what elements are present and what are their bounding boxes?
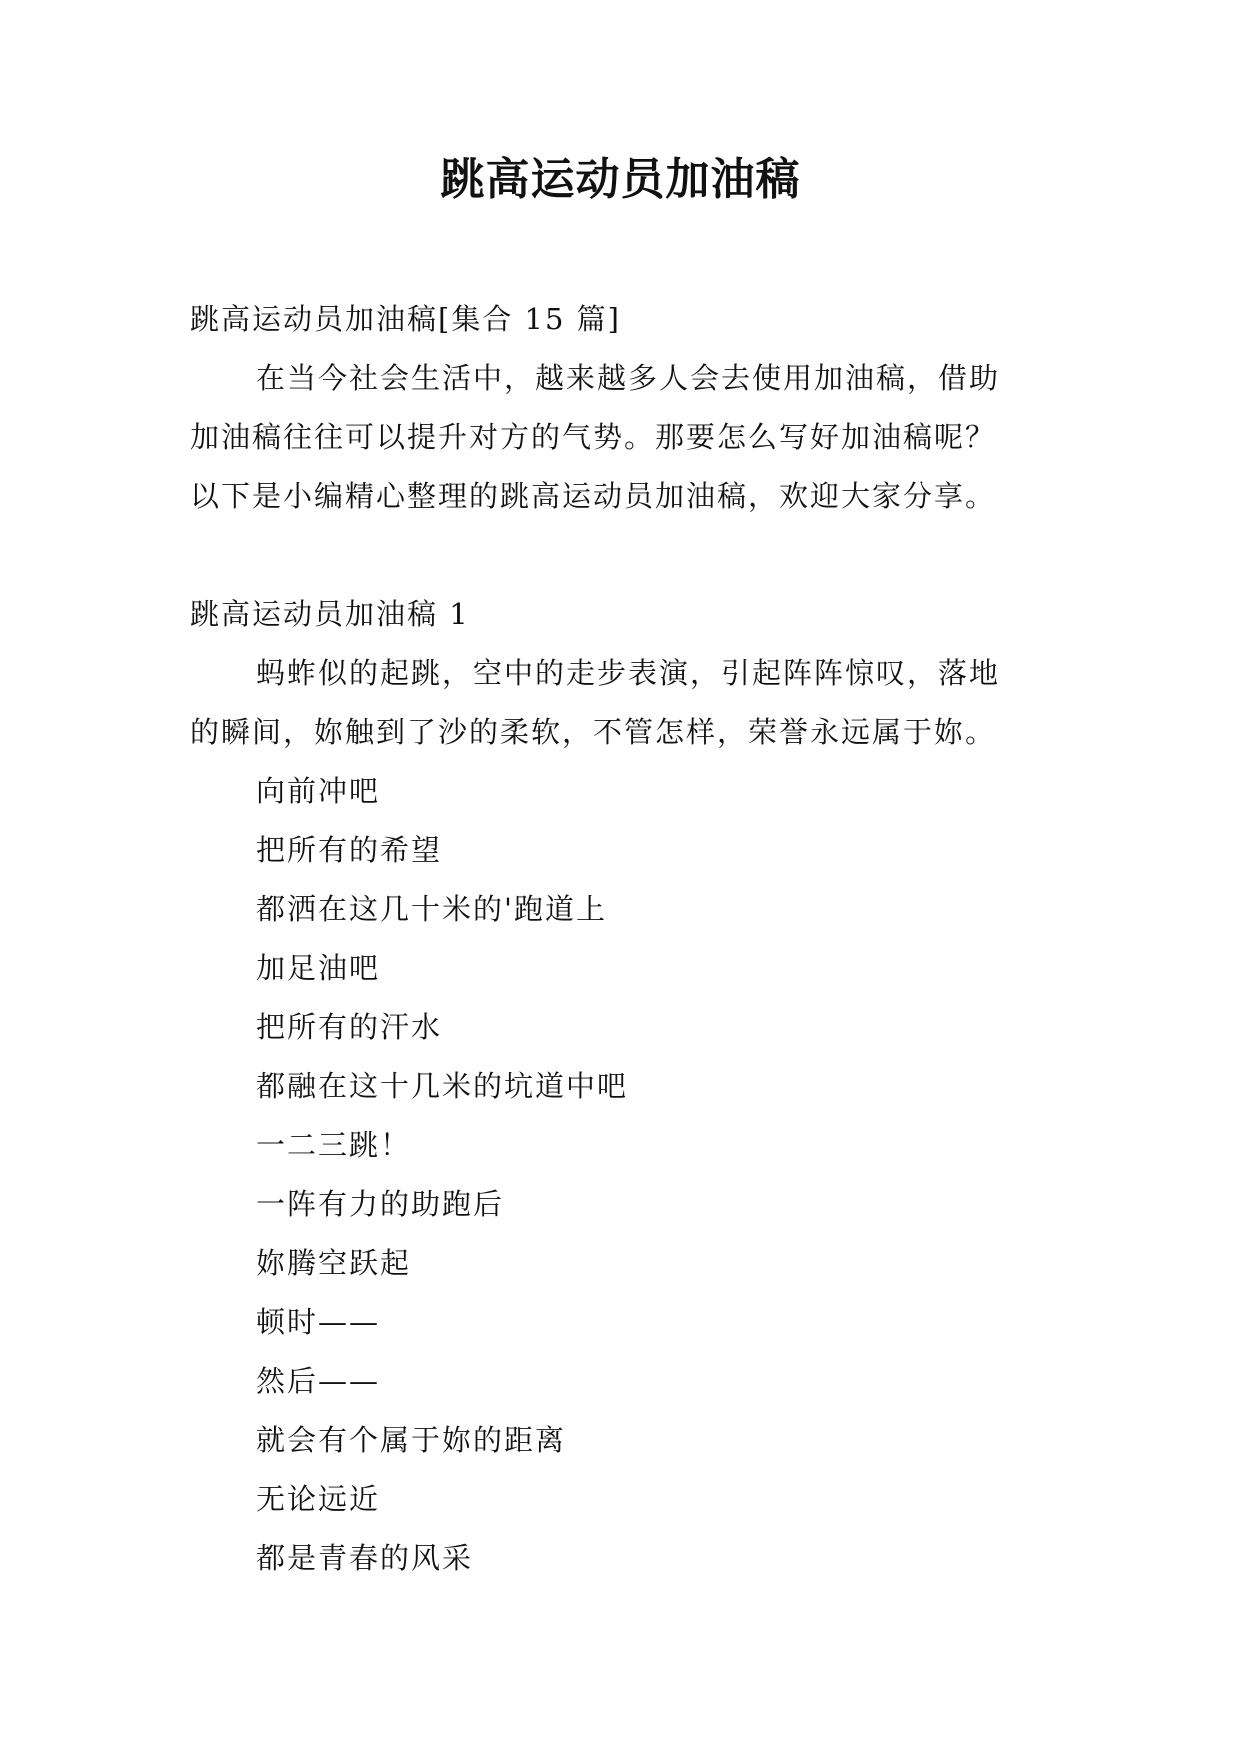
poem-line: 一阵有力的助跑后 [256, 1187, 505, 1221]
poem-line: 都融在这十几米的坑道中吧 [256, 1069, 629, 1103]
document-subtitle: 跳高运动员加油稿[集合 15 篇] [190, 302, 621, 336]
poem-line: 顿时—— [256, 1305, 381, 1339]
poem-line: 把所有的希望 [256, 833, 443, 867]
poem-line: 都是青春的风采 [256, 1541, 474, 1575]
section-paragraph-line: 的瞬间，妳触到了沙的柔软，不管怎样，荣誉永远属于妳。 [190, 715, 997, 749]
document-title: 跳高运动员加油稿 [440, 154, 801, 205]
poem-line: 把所有的汗水 [256, 1010, 443, 1044]
intro-line: 加油稿往往可以提升对方的气势。那要怎么写好加油稿呢？ [190, 420, 997, 454]
section-heading: 跳高运动员加油稿 1 [190, 597, 470, 631]
intro-line: 以下是小编精心整理的跳高运动员加油稿，欢迎大家分享。 [190, 479, 997, 513]
poem-line: 妳腾空跃起 [256, 1246, 412, 1280]
section-paragraph-line: 蚂蚱似的起跳，空中的走步表演，引起阵阵惊叹，落地 [256, 656, 1001, 690]
poem-line: 向前冲吧 [256, 774, 381, 808]
intro-line: 在当今社会生活中，越来越多人会去使用加油稿，借助 [256, 361, 1001, 395]
paragraph-gap [190, 526, 1065, 585]
poem-line: 无论远近 [256, 1482, 381, 1516]
poem-line: 就会有个属于妳的距离 [256, 1423, 567, 1457]
poem-line: 都洒在这几十米的'跑道上 [256, 892, 607, 926]
poem-line: 一二三跳！ [256, 1128, 412, 1162]
poem-line: 然后—— [256, 1364, 381, 1398]
document-body [190, 290, 1065, 1588]
poem-line: 加足油吧 [256, 951, 381, 985]
